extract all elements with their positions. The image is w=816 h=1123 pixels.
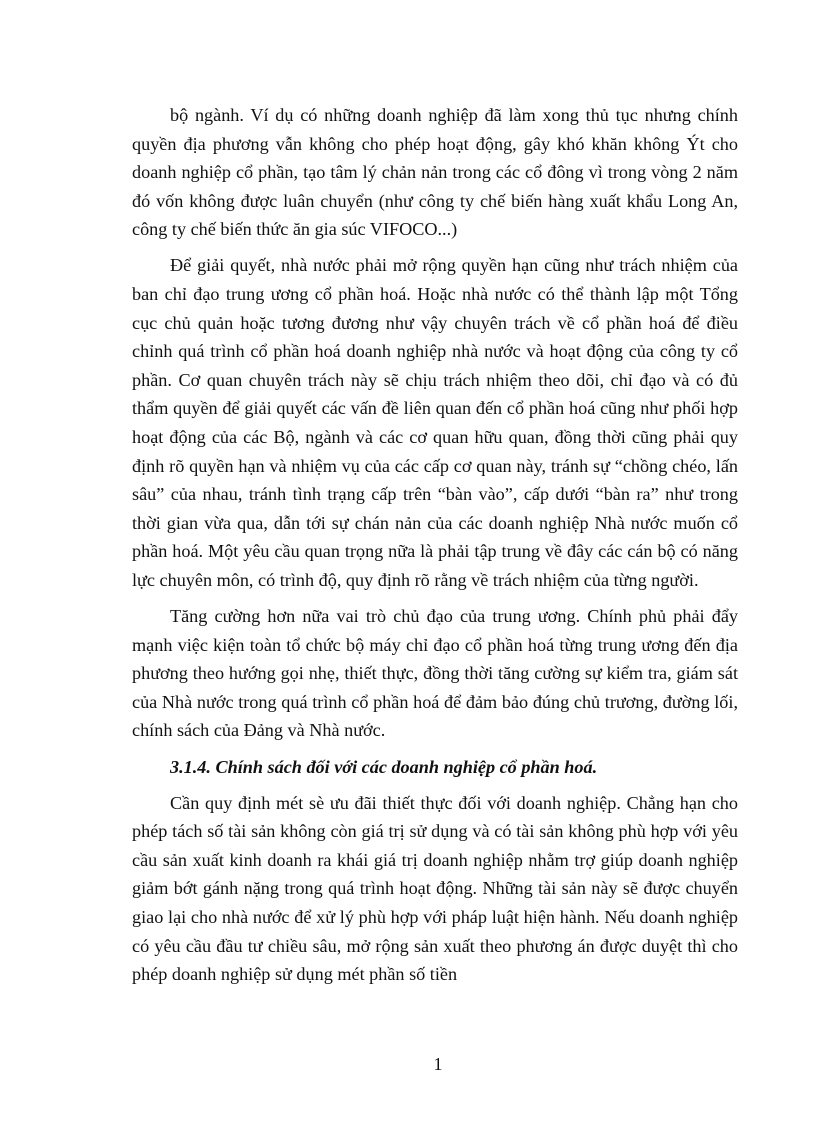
paragraph-central-agency: Để giải quyết, nhà nước phải mở rộng quyền hạn cũng như trách nhiệm của ban chỉ đạo trung ương cổ phần hoá. Hoặc nhà nước có thể thành lập một Tổng cục chủ quản hoặc tương đương như vậy chuyên trách về cổ phần hoá để điều chỉnh quá trình cổ phần hoá doanh nghiệp nhà nước và hoạt động của công ty cổ phần. Cơ quan chuyên trách này sẽ chịu trách nhiệm theo dõi, chỉ đạo và có đủ thẩm quyền để giải quyết các vấn đề liên quan đến cổ phần hoá cũng như phối hợp hoạt động của các Bộ, ngành và các cơ quan hữu quan, đồng thời cũng phải quy định rõ quyền hạn và nhiệm vụ của các cấp cơ quan này, tránh sự “chồng chéo, lấn sâu” của nhau, tránh tình trạng cấp trên “bàn vào”, cấp dưới “bàn ra” như trong thời gian vừa qua, dẫn tới sự chán nản của các doanh nghiệp Nhà nước muốn cổ phần hoá. Một yêu cầu quan trọng nữa là phải tập trung về đây các cán bộ có năng lực chuyên môn, có trình độ, quy định rõ rằng về trách nhiệm của từng người. xyxy=(132,255,738,590)
page-number: 1 xyxy=(433,1054,443,1074)
document-body xyxy=(132,101,738,989)
section-heading: 3.1.4. Chính sách đối với các doanh nghiệp cổ phần hoá. xyxy=(170,756,598,777)
paragraph-enterprise-policy: Cần quy định mét sè ưu đãi thiết thực đối với doanh nghiệp. Chẳng hạn cho phép tách số tài sản không còn giá trị sử dụng và có tài sản không phù hợp với yêu cầu sản xuất kinh doanh ra khái giá trị doanh nghiệp nhằm trợ giúp doanh nghiệp giảm bớt gánh nặng trong quá trình hoạt động. Những tài sản này sẽ được chuyển giao lại cho nhà nước để xử lý phù hợp với pháp luật hiện hành. Nếu doanh nghiệp có yêu cầu đầu tư chiều sâu, mở rộng sản xuất theo phương án được duyệt thì cho phép doanh nghiệp sử dụng mét phần số tiền xyxy=(132,792,738,985)
paragraph-central-role: Tăng cường hơn nữa vai trò chủ đạo của trung ương. Chính phủ phải đẩy mạnh việc kiện toàn tổ chức bộ máy chỉ đạo cổ phần hoá từng trung ương đến địa phương theo hướng gọi nhẹ, thiết thực, đồng thời tăng cường sự kiểm tra, giám sát của Nhà nước trong quá trình cổ phần hoá để đảm bảo đúng chủ trương, đường lối, chính sách của Đảng và Nhà nước. xyxy=(132,606,738,741)
paragraph-continuation: bộ ngành. Ví dụ có những doanh nghiệp đã làm xong thủ tục nhưng chính quyền địa phương vẫn không cho phép hoạt động, gây khó khăn không Ýt cho doanh nghiệp cổ phần, tạo tâm lý chản nản trong các cổ đông vì trong vòng 2 năm đó vốn không được luân chuyển (như công ty chế biến hàng xuất khẩu Long An, công ty chế biến thức ăn gia súc VIFOCO...) xyxy=(132,105,738,240)
